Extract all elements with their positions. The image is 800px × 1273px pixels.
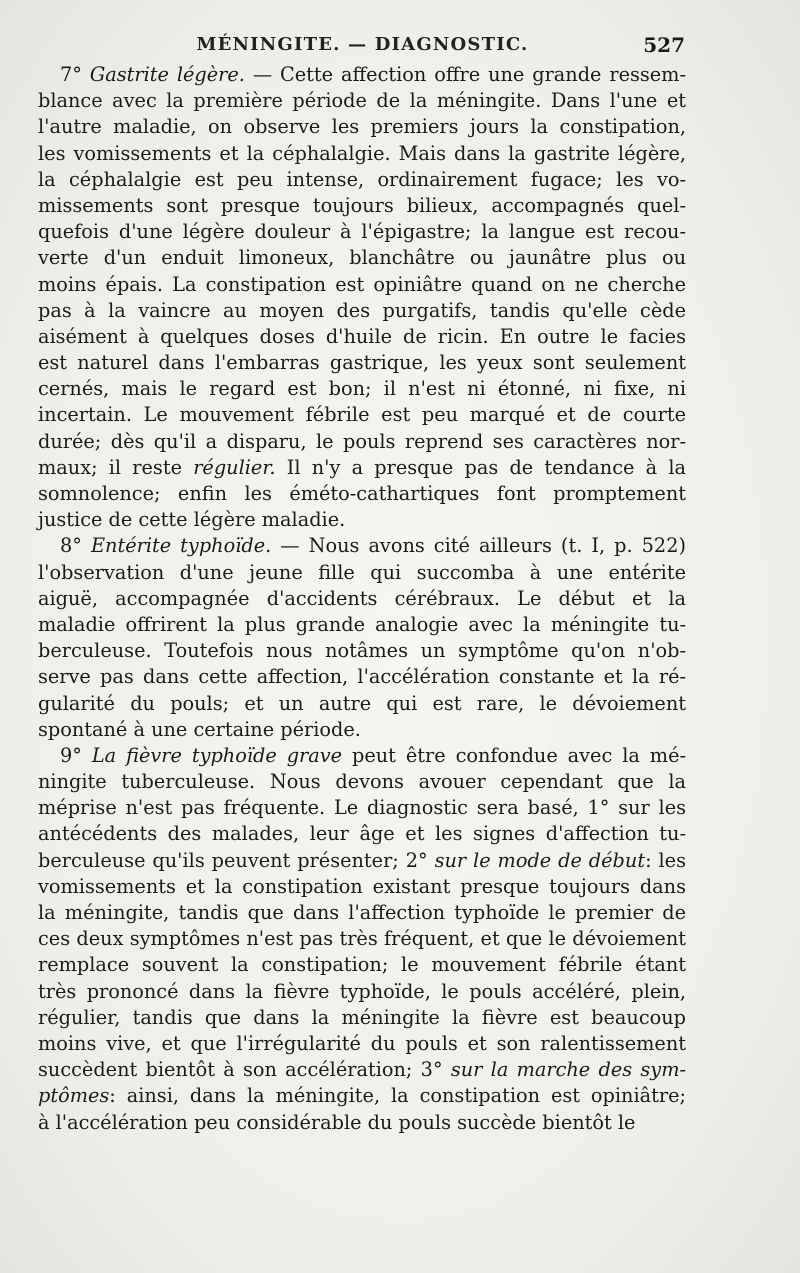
italic-text: sur la marche des sym- <box>450 1058 686 1082</box>
text-segment: moins vive, et que l'irrégularité du pouls et son ralentissement <box>38 1031 686 1055</box>
text-segment: 7° <box>60 63 90 86</box>
italic-text: Gastrite légère. <box>89 63 245 86</box>
text-segment: très prononcé dans la fièvre typhoïde, le pouls accéléré, plein, <box>38 979 686 1003</box>
text-line <box>38 141 686 167</box>
text-segment: pas à la vaincre au moyen des purgatifs, tandis qu'elle cède <box>38 298 686 322</box>
text-segment: 8° <box>60 534 91 558</box>
text-segment: la méningite, tandis que dans l'affection typhoïde le premier de <box>38 901 686 924</box>
italic-text: sur le mode de début <box>434 848 646 872</box>
text-segment: peut être confondue avec la mé- <box>342 743 687 767</box>
text-line <box>38 167 686 193</box>
text-segment: les vomissements et la céphalalgie. Mais dans la gastrite légère, <box>38 141 686 165</box>
text-line <box>38 952 686 978</box>
text-line <box>38 219 686 245</box>
text-line <box>38 691 686 717</box>
paragraph-7-gastrite <box>38 62 686 533</box>
text-segment: ces deux symptômes n'est pas très fréquent, et que le dévoiement <box>38 927 686 951</box>
text-line <box>38 1031 686 1057</box>
italic-text: La fièvre typhoïde grave <box>91 743 343 767</box>
text-segment: Il n'y a presque pas de tendance à la <box>275 455 687 479</box>
text-line <box>38 507 686 533</box>
text-line <box>38 848 686 874</box>
text-segment: la céphalalgie est peu intense, ordinairement fugace; les vo- <box>38 167 686 191</box>
text-line <box>38 900 686 926</box>
text-line <box>38 769 686 795</box>
text-line <box>38 376 686 402</box>
text-segment: serve pas dans cette affection, l'accélération constante et la ré- <box>38 665 686 689</box>
text-line <box>38 1057 686 1083</box>
text-line <box>38 717 686 743</box>
text-line <box>38 88 686 114</box>
text-segment: incertain. Le mouvement fébrile est peu marqué et de courte <box>38 403 686 427</box>
text-line <box>38 324 686 350</box>
text-line <box>38 402 686 428</box>
body-text <box>38 62 686 1136</box>
text-line <box>38 1110 686 1136</box>
text-line <box>38 481 686 507</box>
paragraph-9-fievre <box>38 743 686 1136</box>
page-number: 527 <box>643 33 685 57</box>
text-segment: : les <box>645 848 686 872</box>
italic-text: ptômes <box>38 1084 110 1108</box>
text-segment: maux; il reste <box>38 455 194 479</box>
text-segment: verte d'un enduit limoneux, blanchâtre ou jaunâtre plus ou <box>38 246 686 270</box>
text-segment: vomissements et la constipation existant presque toujours dans <box>38 874 686 898</box>
text-line <box>38 1005 686 1031</box>
text-line <box>38 638 686 664</box>
text-segment: quefois d'une légère douleur à l'épigastre; la langue est recou- <box>38 220 686 244</box>
text-line <box>38 455 686 481</box>
text-line <box>38 272 686 298</box>
text-segment: aisément à quelques doses d'huile de ricin. En outre le facies <box>38 324 686 348</box>
text-segment: l'observation d'une jeune fille qui succomba à une entérite <box>38 560 686 584</box>
text-segment: justice de cette légère maladie. <box>38 508 346 532</box>
text-segment: régulier, tandis que dans la méningite la fièvre est beaucoup <box>38 1005 686 1029</box>
text-segment: l'autre maladie, on observe les premiers jours la constipation, <box>38 115 686 139</box>
text-line <box>38 298 686 324</box>
text-segment: cernés, mais le regard est bon; il n'est ni étonné, ni fixe, ni <box>38 377 686 401</box>
text-segment: maladie offrirent la plus grande analogie avec la méningite tu- <box>38 612 686 636</box>
text-segment: gularité du pouls; et un autre qui est rare, le dévoiement <box>38 691 686 715</box>
italic-text: régulier. <box>193 455 276 479</box>
text-segment: 9° <box>60 743 92 767</box>
text-line <box>38 193 686 219</box>
text-segment: durée; dès qu'il a disparu, le pouls reprend ses caractères nor- <box>38 429 686 453</box>
text-line <box>38 62 686 88</box>
text-segment: — Nous avons cité ailleurs (t. I, p. 522) <box>271 534 686 558</box>
text-line <box>38 350 686 376</box>
text-segment: méprise n'est pas fréquente. Le diagnostic sera basé, 1° sur les <box>38 796 686 820</box>
text-segment: aiguë, accompagnée d'accidents cérébraux. Le début et la <box>38 586 686 610</box>
text-segment: blance avec la première période de la méningite. Dans l'une et <box>38 89 686 113</box>
text-line <box>38 926 686 952</box>
text-line <box>38 114 686 140</box>
running-title: MÉNINGITE. — DIAGNOSTIC. <box>196 34 529 55</box>
text-segment: — Cette affection offre une grande ressem- <box>244 63 686 86</box>
text-line <box>38 979 686 1005</box>
text-line <box>38 664 686 690</box>
text-segment: succèdent bientôt à son accélération; 3° <box>38 1058 451 1082</box>
text-segment: ningite tuberculeuse. Nous devons avouer cependant que la <box>38 770 686 794</box>
text-line <box>38 1083 686 1109</box>
text-segment: remplace souvent la constipation; le mouvement fébrile étant <box>38 953 686 977</box>
text-segment: moins épais. La constipation est opiniâtre quand on ne cherche <box>38 272 686 296</box>
text-segment: missements sont presque toujours bilieux, accompagnés quel- <box>38 193 686 217</box>
text-line <box>38 874 686 900</box>
text-segment: antécédents des malades, leur âge et les signes d'affection tu- <box>38 822 686 846</box>
page-header <box>40 30 685 60</box>
text-segment: : ainsi, dans la méningite, la constipation est opiniâtre; <box>109 1084 686 1108</box>
text-segment: est naturel dans l'embarras gastrique, les yeux sont seulement <box>38 351 686 375</box>
text-segment: somnolence; enfin les éméto-cathartiques font promptement <box>38 482 686 505</box>
italic-text: Entérite typhoïde. <box>90 534 272 558</box>
text-segment: spontané à une certaine période. <box>38 717 361 741</box>
text-segment: berculeuse qu'ils peuvent présenter; 2° <box>38 848 435 872</box>
text-line <box>38 245 686 271</box>
text-segment: à l'accélération peu considérable du pouls succède bientôt le <box>38 1110 636 1134</box>
paragraph-8-enterite <box>38 533 686 743</box>
text-line <box>38 795 686 821</box>
text-line <box>38 429 686 455</box>
text-line <box>38 743 686 769</box>
text-line <box>38 560 686 586</box>
text-line <box>38 586 686 612</box>
text-line <box>38 612 686 638</box>
text-segment: berculeuse. Toutefois nous notâmes un symptôme qu'on n'ob- <box>38 639 686 663</box>
text-line <box>38 533 686 559</box>
text-line <box>38 821 686 847</box>
